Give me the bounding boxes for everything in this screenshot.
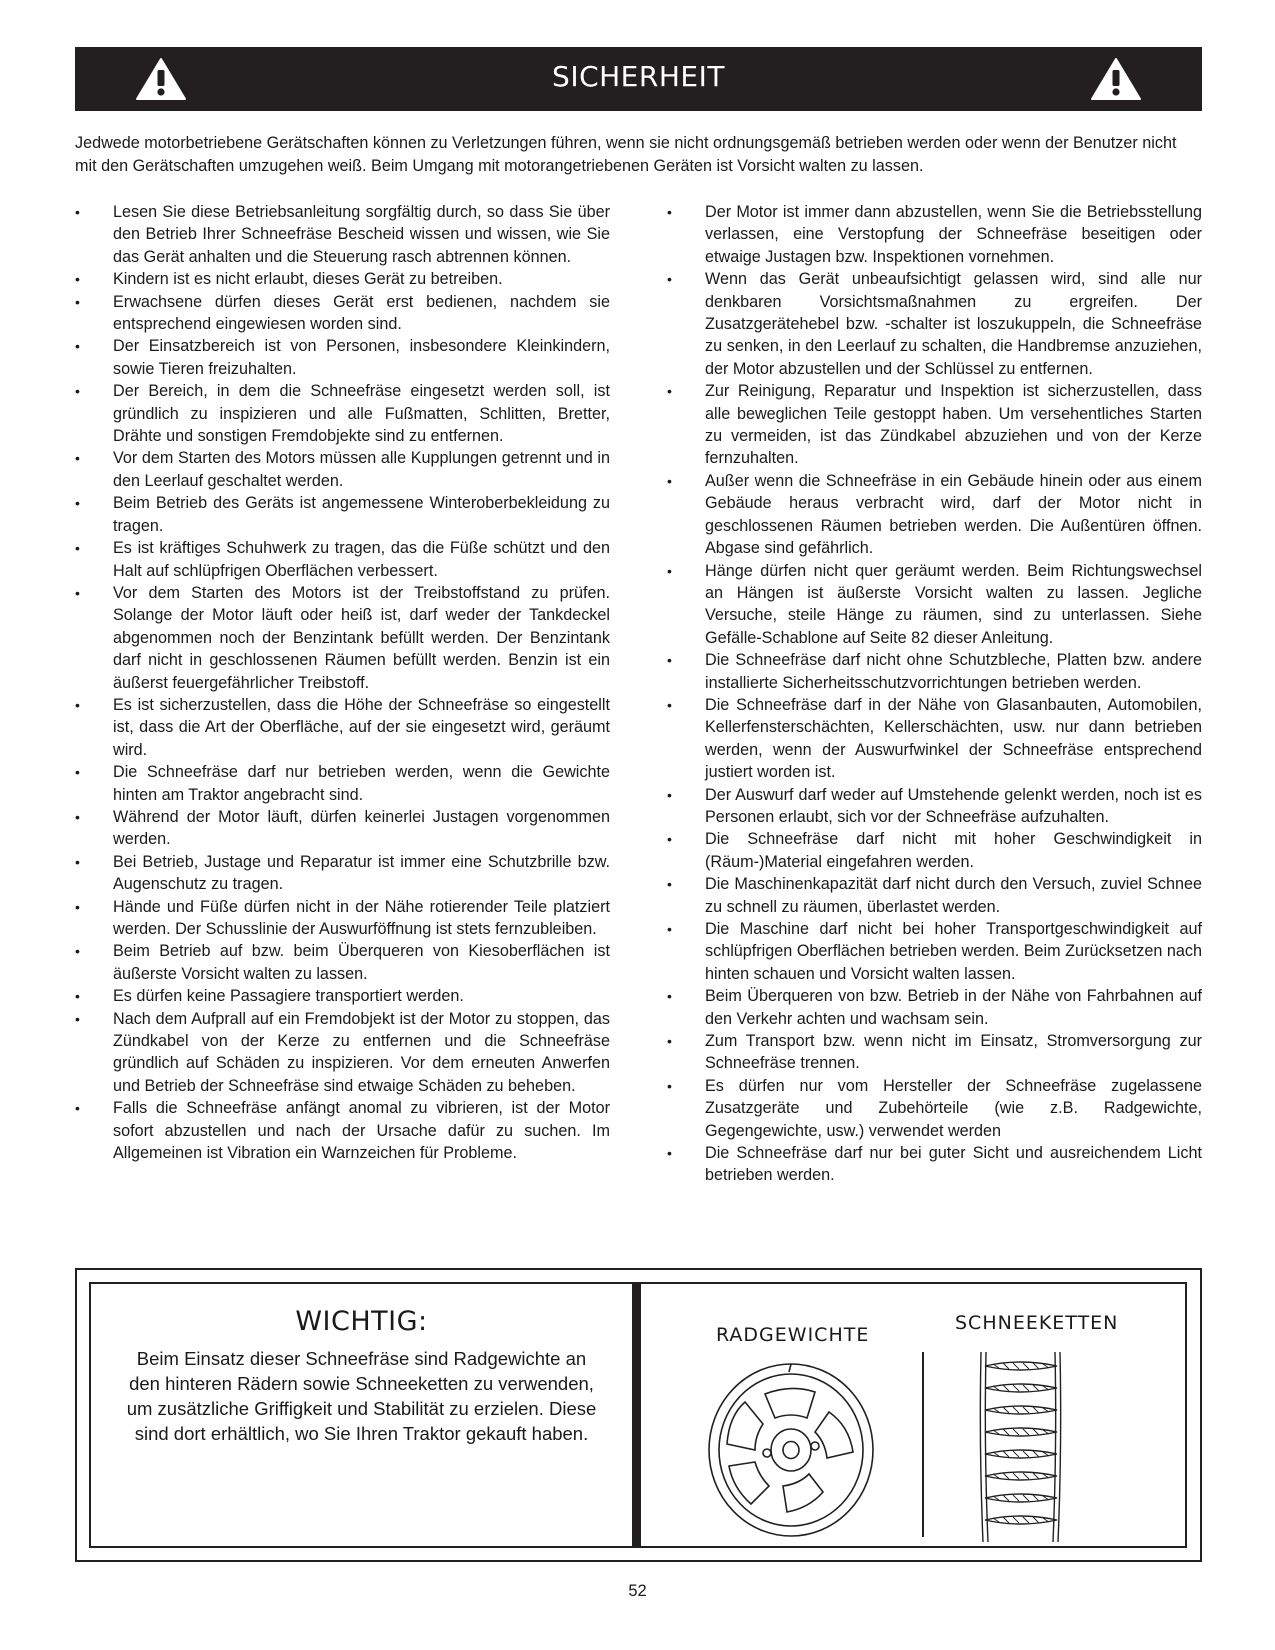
bullet: •	[667, 383, 672, 400]
bullet: •	[667, 988, 672, 1005]
list-item-text: Der Einsatzbereich ist von Personen, insbesondere Kleinkindern, sowie Tieren freizuhalten.	[113, 337, 610, 378]
wheel-weight-icon	[703, 1354, 879, 1540]
list-item	[667, 380, 1202, 470]
bullet: •	[667, 1033, 672, 1050]
snow-chain-icon	[977, 1352, 1063, 1542]
safety-list-right	[667, 201, 1202, 1187]
bullet: •	[75, 988, 80, 1005]
bullet: •	[667, 786, 672, 803]
bullet: •	[75, 943, 80, 960]
bullet: •	[75, 495, 80, 512]
list-item-text: Falls die Schneefräse anfängt anomal zu vibrieren, ist der Motor sofort abzustellen und nach der Ursache dafür zu suchen. Im Allgemeinen ist Vibration ein Warnzeichen für Probleme.	[113, 1099, 610, 1163]
list-item	[667, 873, 1202, 918]
list-item-text: Es dürfen nur vom Hersteller der Schneefräse zugelassene Zusatzgeräte und Zubehörteile (wie z.B. Radgewichte, Gegengewichte, usw.) verwendet werden	[705, 1076, 1202, 1140]
list-item	[75, 851, 610, 896]
bullet: •	[75, 808, 80, 825]
bullet: •	[75, 853, 80, 870]
list-item-text: Lesen Sie diese Betriebsanleitung sorgfältig durch, so dass Sie über den Betrieb Ihrer Schneefräse Bescheid wissen und wissen, wie Sie das Gerät anhalten und die Steuerung rasch abtrennen können.	[113, 203, 610, 266]
bullet: •	[667, 921, 672, 937]
list-item	[75, 985, 610, 1007]
bullet: •	[75, 1100, 80, 1117]
list-item	[667, 828, 1202, 873]
list-item	[667, 1030, 1202, 1075]
intro-paragraph: Jedwede motorbetriebene Gerätschaften können zu Verletzungen führen, wenn sie nicht ordnungsgemäß betrieben werden oder wenn der Benutzer nicht mit den Gerätschaften umzugehen weiß. Beim Umgang mit motorangetriebenen Geräten ist Vorsicht walten zu lassen.	[75, 134, 1177, 175]
list-item	[667, 918, 1202, 985]
important-text: Beim Einsatz dieser Schneefräse sind Radgewichte an den hinteren Rädern sowie Schneeketten zu verwenden, um zusätzliche Griffigkeit und Stabilität zu erzielen. Diese sind dort erhältlich, wo Sie Ihren Traktor gekauft haben.	[126, 1348, 597, 1444]
list-item-text: Es ist kräftiges Schuhwerk zu tragen, das die Füße schützt und den Halt auf schlüpfrigen Oberflächen verbessert.	[113, 539, 610, 580]
list-item	[75, 335, 610, 380]
list-item	[667, 268, 1202, 380]
list-item	[667, 470, 1202, 560]
page-number: 52	[628, 1582, 647, 1600]
list-item	[75, 761, 610, 806]
list-item	[75, 940, 610, 985]
list-item	[75, 806, 610, 851]
list-item-text: Hände und Füße dürfen nicht in der Nähe rotierender Teile platziert werden. Der Schusslinie der Auswurföffnung ist stets fernzubleiben.	[113, 897, 610, 938]
important-notice-box	[75, 1268, 1202, 1562]
bullet: •	[75, 338, 80, 355]
bullet: •	[75, 540, 80, 557]
list-item	[75, 201, 610, 268]
bullet: •	[667, 1077, 672, 1094]
safety-list-left	[75, 201, 610, 1164]
list-item-text: Während der Motor läuft, dürfen keinerlei Justagen vorgenommen werden.	[113, 807, 610, 849]
list-item-text: Vor dem Starten des Motors ist der Treibstoffstand zu prüfen. Solange der Motor läuft oder heiß ist, darf weder der Tankdeckel abgenommen noch der Benzintank befüllt werden. Der Benzintank darf nicht in geschlossenen Räumen befüllt werden. Benzin ist ein äußerst feuergefährlicher Treibstoff.	[113, 583, 610, 692]
list-item	[75, 268, 610, 290]
bullet: •	[667, 652, 672, 669]
list-item-text: Beim Überqueren von bzw. Betrieb in der Nähe von Fahrbahnen auf den Verkehr achten und wachsam sein.	[705, 987, 1202, 1028]
list-item-text: Bei Betrieb, Justage und Reparatur ist immer eine Schutzbrille bzw. Augenschutz zu tragen.	[113, 852, 610, 894]
bullet: •	[667, 472, 672, 489]
list-item-text: Beim Betrieb auf bzw. beim Überqueren von Kiesoberflächen ist äußerste Vorsicht walten zu lassen.	[113, 942, 610, 983]
list-item	[667, 560, 1202, 650]
list-item-text: Die Schneefräse darf nur betrieben werden, wenn die Gewichte hinten am Traktor angebracht sind.	[113, 763, 610, 804]
list-item-text: Nach dem Aufprall auf ein Fremdobjekt ist der Motor zu stoppen, das Zündkabel von der Kerze zu entfernen und die Schneefräse gründlich auf Schäden zu inspizieren. Vor dem erneuten Anwerfen und Betrieb der Schneefräse sind etwaige Schäden zu beheben.	[113, 1009, 610, 1095]
list-item	[667, 649, 1202, 694]
important-title: WICHTIG:	[295, 1306, 428, 1337]
bullet: •	[75, 271, 80, 288]
list-item-text: Zur Reinigung, Reparatur und Inspektion ist sicherzustellen, dass alle beweglichen Teile gestoppt haben. Um versehentliches Starten zu vermeiden, ist das Zündkabel abzuziehen und von der Kerze fernzuhalten.	[705, 382, 1202, 468]
wheel-weights-label: RADGEWICHTE	[716, 1324, 870, 1346]
bullet: •	[667, 1145, 672, 1162]
list-item-text: Kindern ist es nicht erlaubt, dieses Gerät zu betreiben.	[113, 270, 503, 289]
list-item	[667, 201, 1202, 268]
bullet: •	[75, 204, 80, 220]
list-item-text: Die Schneefräse darf nicht ohne Schutzbleche, Platten bzw. andere installierte Sicherheitsschutzvorrichtungen betrieben werden.	[705, 651, 1202, 692]
list-item-text: Außer wenn die Schneefräse in ein Gebäude hinein oder aus einem Gebäude heraus verbracht wird, darf der Motor nicht in geschlossenen Räumen betrieben werden. Die Außentüren öffnen. Abgase sind gefährlich.	[705, 471, 1202, 558]
bullet: •	[75, 584, 80, 601]
bullet: •	[667, 831, 672, 848]
section-header	[75, 47, 1202, 111]
list-item	[667, 1142, 1202, 1187]
list-item-text: Es dürfen keine Passagiere transportiert werden.	[113, 987, 464, 1006]
accessories-panel	[639, 1282, 1187, 1548]
list-item-text: Zum Transport bzw. wenn nicht im Einsatz, Stromversorgung zur Schneefräse trennen.	[705, 1032, 1202, 1073]
list-item-text: Die Maschine darf nicht bei hoher Transportgeschwindigkeit auf schlüpfrigen Oberflächen betrieben werden. Beim Zurücksetzen nach hinten schauen und Vorsicht walten lassen.	[705, 920, 1202, 983]
list-item	[75, 1097, 610, 1164]
list-item	[75, 1008, 610, 1098]
list-item	[75, 537, 610, 582]
bullet: •	[75, 764, 80, 781]
bullet: •	[667, 271, 672, 288]
bullet: •	[75, 383, 80, 400]
list-item	[667, 985, 1202, 1030]
warning-triangle-icon	[1090, 57, 1142, 101]
list-item-text: Der Motor ist immer dann abzustellen, wenn Sie die Betriebsstellung verlassen, eine Verstopfung der Schneefräse beseitigen oder etwaige Justagen bzw. Inspektionen vornehmen.	[705, 203, 1202, 266]
bullet: •	[75, 1010, 80, 1027]
list-item	[667, 694, 1202, 784]
bullet: •	[667, 562, 672, 579]
list-item	[75, 694, 610, 761]
list-item-text: Es ist sicherzustellen, dass die Höhe der Schneefräse so eingestellt ist, dass die Art der Oberfläche, auf der sie eingesetzt wird, geräumt wird.	[113, 695, 610, 759]
list-item-text: Wenn das Gerät unbeaufsichtigt gelassen wird, sind alle nur denkbaren Vorsichtsmaßnahmen zu ergreifen. Der Zusatzgerätehebel bzw. -schalter ist loszukuppeln, die Schneefräse zu senken, in den Leerlauf zu schalten, die Handbremse anzuziehen, der Motor abzustellen und der Schlüssel zu entfernen.	[705, 270, 1202, 378]
bullet: •	[667, 204, 672, 220]
snow-chains-label: SCHNEEKETTEN	[955, 1312, 1119, 1334]
list-item-text: Der Auswurf darf weder auf Umstehende gelenkt werden, noch ist es Personen erlaubt, sich vor der Schneefräse aufzuhalten.	[705, 785, 1202, 826]
list-item-text: Der Bereich, in dem die Schneefräse eingesetzt werden soll, ist gründlich zu inspizieren und alle Fußmatten, Schlitten, Bretter, Drähte und sonstigen Fremdobjekte sind zu entfernen.	[113, 382, 610, 446]
list-item	[75, 447, 610, 492]
bullet: •	[75, 450, 80, 467]
list-item	[75, 380, 610, 447]
page-title: SICHERHEIT	[552, 60, 725, 93]
important-panel	[89, 1282, 634, 1548]
bullet: •	[75, 293, 80, 310]
list-item-text: Erwachsene dürfen dieses Gerät erst bedienen, nachdem sie entsprechend eingewiesen worden sind.	[113, 292, 610, 334]
list-item-text: Die Schneefräse darf nicht mit hoher Geschwindigkeit in (Räum-)Material eingefahren werden.	[705, 830, 1202, 871]
list-item-text: Vor dem Starten des Motors müssen alle Kupplungen getrennt und in den Leerlauf geschaltet werden.	[113, 449, 610, 490]
bullet: •	[667, 876, 672, 893]
list-item	[75, 291, 610, 336]
list-item-text: Die Schneefräse darf nur bei guter Sicht und ausreichendem Licht betrieben werden.	[705, 1144, 1202, 1185]
list-item	[667, 1075, 1202, 1142]
bullet: •	[75, 696, 80, 713]
list-item-text: Die Maschinenkapazität darf nicht durch den Versuch, zuviel Schnee zu schnell zu räumen, überlastet werden.	[705, 875, 1202, 916]
accessories-separator	[922, 1352, 924, 1537]
list-item-text: Die Schneefräse darf in der Nähe von Glasanbauten, Automobilen, Kellerfensterschächten, Kellerschächten, usw. nur dann betrieben werden, wenn der Auswurfwinkel der Schneefräse entsprechend justiert worden ist.	[705, 695, 1202, 782]
list-item	[667, 784, 1202, 829]
bullet: •	[75, 898, 80, 915]
list-item	[75, 492, 610, 537]
bullet: •	[667, 696, 672, 713]
list-item-text: Beim Betrieb des Geräts ist angemessene Winteroberbekleidung zu tragen.	[113, 494, 610, 535]
list-item	[75, 896, 610, 941]
list-item	[75, 582, 610, 694]
list-item-text: Hänge dürfen nicht quer geräumt werden. Beim Richtungswechsel an Hängen ist äußerste Vorsicht walten zu lassen. Jegliche Versuche, steile Hänge zu räumen, sind zu unterlassen. Siehe Gefälle-Schablone auf Seite 82 dieser Anleitung.	[705, 561, 1202, 647]
